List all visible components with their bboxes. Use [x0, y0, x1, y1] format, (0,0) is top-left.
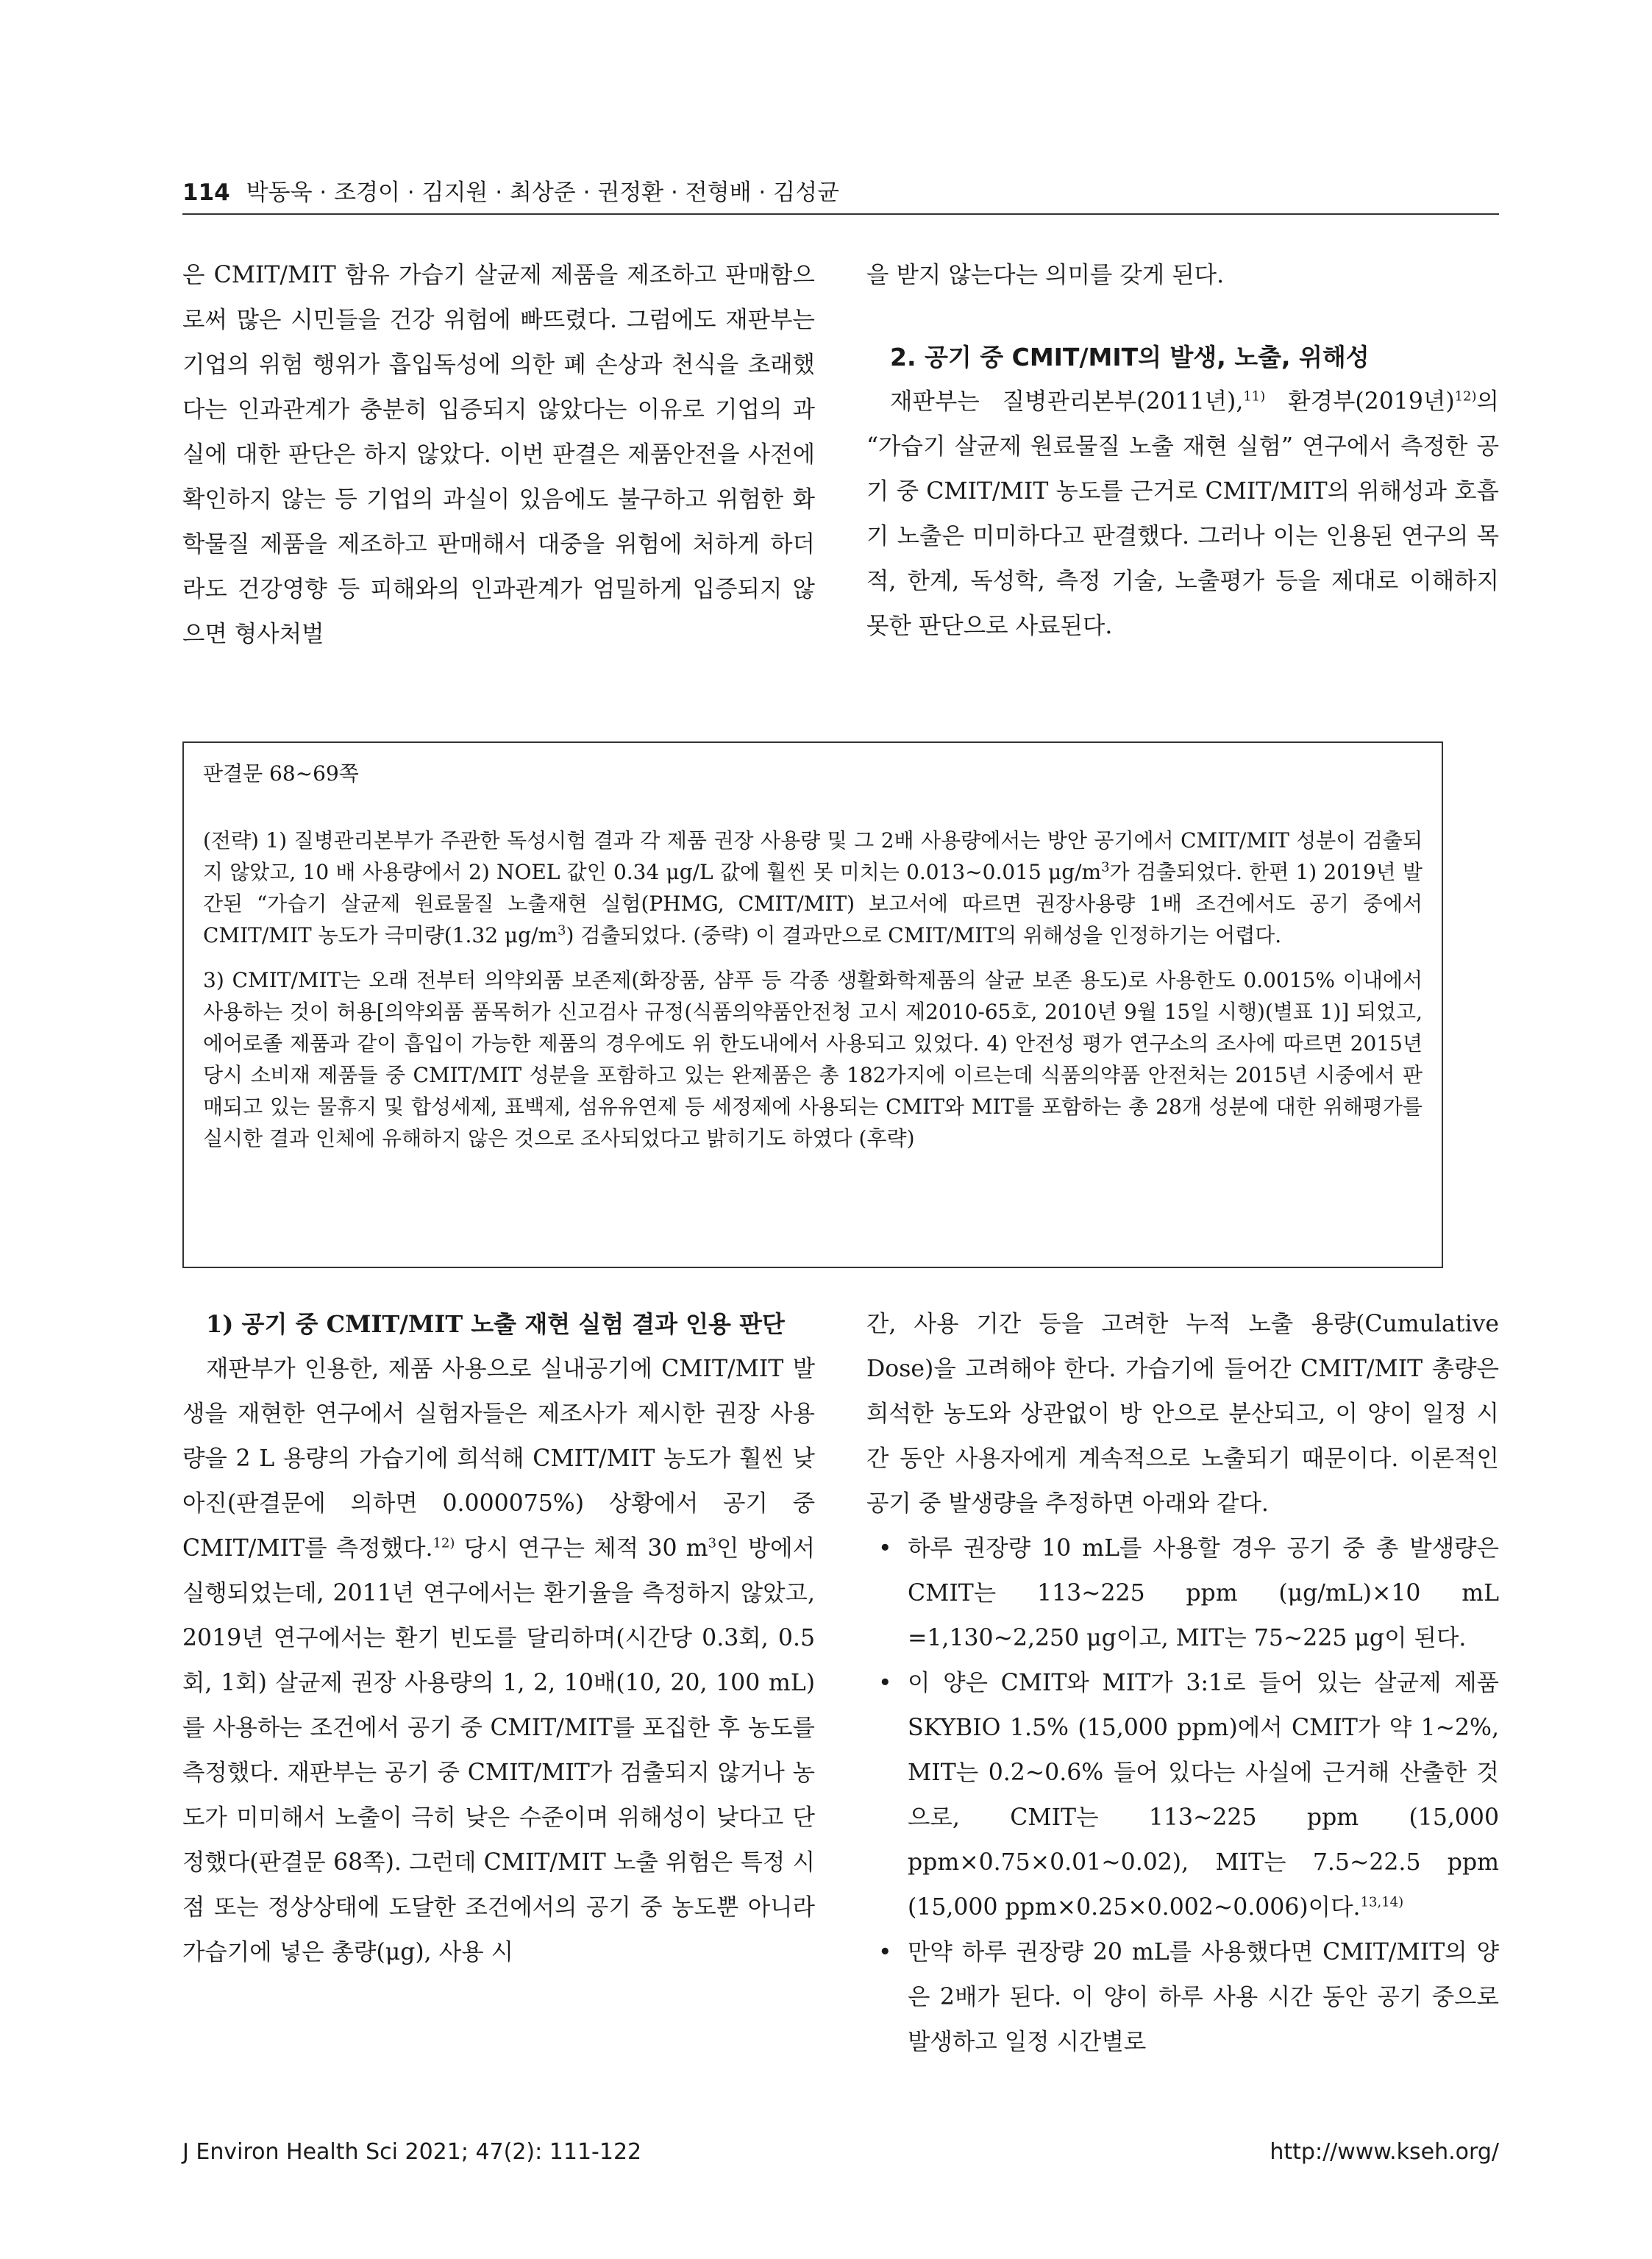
superscript: 3	[558, 922, 566, 939]
journal-url: http://www.kseh.org/	[1270, 2139, 1499, 2165]
text: 의 “가습기 살균제 원료물질 노출 재현 실험” 연구에서 측정한 공기 중 CMIT/MIT 농도를 근거로 CMIT/MIT의 위해성과 호흡기 노출은 미미하다고 판결했다. 그러나 이는 인용된 연구의 목적, 한계, 독성학, 측정 기술, 노출평가 등을 제대로 이해하지 못한 판단으로 사료된다.	[866, 388, 1499, 639]
paragraph	[182, 1347, 815, 1975]
list-item	[866, 1661, 1499, 1930]
text: 당시 연구는 체적 30 m	[455, 1535, 708, 1562]
paragraph	[866, 380, 1499, 649]
page-header	[182, 177, 1499, 215]
page-number: 114	[182, 179, 230, 206]
paragraph: 간, 사용 기간 등을 고려한 누적 노출 용량(Cumulative Dose)을 고려해야 한다. 가습기에 들어간 CMIT/MIT 총량은 희석한 농도와 상관없이 방 안으로 분산되고, 이 양이 일정 시간 동안 사용자에게 계속적으로 노출되기 때문이다. 이론적인 공기 중 발생량을 추정하면 아래와 같다.	[866, 1311, 1499, 1517]
superscript: 3	[708, 1535, 717, 1551]
subsection-heading: 1) 공기 중 CMIT/MIT 노출 재현 실험 결과 인용 판단	[206, 1310, 785, 1338]
paragraph: 을 받지 않는다는 의미를 갖게 된다.	[866, 262, 1225, 288]
box-paragraph	[203, 825, 1423, 951]
verdict-quote-box	[182, 741, 1443, 1268]
bullet-list	[866, 1526, 1499, 2065]
text: 인 방에서 실행되었는데, 2011년 연구에서는 환기율을 측정하지 않았고, 2019년 연구에서는 환기 빈도를 달리하며(시간당 0.3회, 0.5회, 1회) 살균제 권장 사용량의 1, 2, 10배(10, 20, 100 mL)를 사용하는 조건에서 공기 중 CMIT/MIT를 포집한 후 농도를 측정했다. 재판부는 공기 중 CMIT/MIT가 검출되지 않거나 농도가 미미해서 노출이 극히 낮은 수준이며 위해성이 낮다고 단정했다(판결문 68쪽). 그런데 CMIT/MIT 노출 위험은 특정 시점 또는 정상상태에 도달한 조건에서의 공기 중 농도뿐 아니라 가습기에 넣은 총량(μg), 사용 시	[182, 1535, 815, 1965]
page-footer	[182, 2138, 1499, 2167]
bottom-left-column	[182, 1302, 815, 1975]
top-right-column	[866, 253, 1499, 649]
text: 이 양은 CMIT와 MIT가 3:1로 들어 있는 살균제 제품 SKYBIO 1.5% (15,000 ppm)에서 CMIT가 약 1~2%, MIT는 0.2~0.6% 들어 있다는 사실에 근거해 산출한 것으로, CMIT는 113~225 ppm (15,000 ppm×0.75×0.01~0.02), MIT는 7.5~22.5 ppm (15,000 ppm×0.25×0.002~0.006)이다.	[908, 1670, 1499, 1921]
text: ) 검출되었다. (중략) 이 결과만으로 CMIT/MIT의 위해성을 인정하기는 어렵다.	[566, 923, 1282, 947]
bottom-right-column	[866, 1302, 1499, 2065]
citation: 12)	[1454, 388, 1477, 405]
box-paragraph: 3) CMIT/MIT는 오래 전부터 의약외품 보존제(화장품, 샴푸 등 각종 생활화학제품의 살균 보존 용도)로 사용한도 0.0015% 이내에서 사용하는 것이 허용[의약외품 품목허가 신고검사 규정(식품의약품안전청 고시 제2010-65호, 2010년 9월 15일 시행)(별표 1)] 되었고, 에어로졸 제품과 같이 흡입이 가능한 제품의 경우에도 위 한도내에서 사용되고 있었다. 4) 안전성 평가 연구소의 조사에 따르면 2015년 당시 소비재 제품들 중 CMIT/MIT 성분을 포함하고 있는 완제품은 총 182가지에 이르는데 식품의약품 안전처는 2015년 시중에서 판매되고 있는 물휴지 및 합성세제, 표백제, 섬유유연제 등 세정제에 사용되는 CMIT와 MIT를 포함하는 총 28개 성분에 대한 위해평가를 실시한 결과 인체에 유해하지 않은 것으로 조사되었다고 밝히기도 하였다 (후략)	[203, 968, 1423, 1150]
paragraph: 은 CMIT/MIT 함유 가습기 살균제 제품을 제조하고 판매함으로써 많은 시민들을 건강 위험에 빠뜨렸다. 그럼에도 재판부는 기업의 위험 행위가 흡입독성에 의한 폐 손상과 천식을 초래했다는 인과관계가 충분히 입증되지 않았다는 이유로 기업의 과실에 대한 판단은 하지 않았다. 이번 판결은 제품안전을 사전에 확인하지 않는 등 기업의 과실이 있음에도 불구하고 위험한 화학물질 제품을 제조하고 판매해서 대중을 위험에 처하게 하더라도 건강영향 등 피해와의 인과관계가 엄밀하게 입증되지 않으면 형사처벌	[182, 262, 815, 647]
citation: 12)	[432, 1535, 455, 1551]
text: (전략) 1) 질병관리본부가 주관한 독성시험 결과 각 제품 권장 사용량 및 그 2배 사용량에서는 방안 공기에서 CMIT/MIT 성분이 검출되지 않았고, 10 배 사용량에서 2) NOEL 값인 0.34 μg/L 값에 훨씬 못 미치는 0.013~0.015 μg/m	[203, 828, 1423, 884]
author-list: 박동욱 · 조경이 · 김지원 · 최상준 · 권정환 · 전형배 · 김성균	[246, 179, 839, 206]
journal-citation: J Environ Health Sci 2021; 47(2): 111-122	[182, 2139, 642, 2165]
superscript: 3	[1101, 859, 1110, 875]
list-item: • 만약 하루 권장량 20 mL를 사용했다면 CMIT/MIT의 양은 2배가 된다. 이 양이 하루 사용 시간 동안 공기 중으로 발생하고 일정 시간별로	[866, 1930, 1499, 2065]
box-title: 판결문 68~69쪽	[203, 761, 359, 786]
section-heading: 2. 공기 중 CMIT/MIT의 발생, 노출, 위해성	[890, 343, 1370, 371]
text: 재판부는 질병관리본부(2011년),	[890, 388, 1244, 415]
text: 환경부(2019년)	[1265, 388, 1455, 415]
citation: 11)	[1243, 388, 1266, 405]
citation: 13,14)	[1360, 1894, 1404, 1910]
text: 재판부가 인용한, 제품 사용으로 실내공기에 CMIT/MIT 발생을 재현한 연구에서 실험자들은 제조사가 제시한 권장 사용량을 2 L 용량의 가습기에 희석해 CMIT/MIT 농도가 훨씬 낮아진(판결문에 의하면 0.000075%) 상황에서 공기 중 CMIT/MIT를 측정했다.	[182, 1356, 815, 1562]
list-item: • 하루 권장량 10 mL를 사용할 경우 공기 중 총 발생량은 CMIT는 113~225 ppm (μg/mL)×10 mL =1,130~2,250 μg이고, MIT는 75~225 μg이 된다.	[866, 1526, 1499, 1661]
text: 가 검출되었다. 한편 1) 2019년 발간된 “가습기 살균제 원료물질 노출재현 실험(PHMG, CMIT/MIT) 보고서에 따르면 권장사용량 1배 조건에서도 공기 중에서 CMIT/MIT 농도가 극미량(1.32 μg/m	[203, 860, 1423, 947]
top-left-column	[182, 253, 815, 657]
